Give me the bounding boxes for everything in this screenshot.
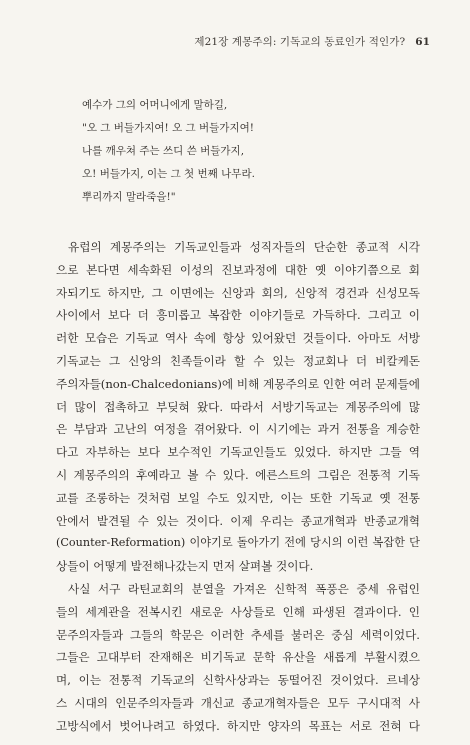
text-line: 들의 세계관을 전복시킨 새로운 사상들로 인해 파생된 결과이다. 인	[56, 604, 420, 619]
text-line: 사실 서구 라틴교회의 분열을 가져온 신학적 폭풍은 중세 유럽인	[68, 581, 420, 596]
text-line: 자되기도 하지만, 그 이면에는 신앙과 회의, 신앙적 경건과 신성모독	[56, 285, 420, 300]
text-line: 고방식에서 벗어나려고 하였다. 하지만 양자의 목표는 서로 전혀 다	[56, 718, 420, 733]
page-number: 61	[415, 36, 430, 48]
text-line: 다고 자부하는 보다 보수적인 기독교인들도 있었다. 하지만 그들 역	[56, 445, 420, 460]
epigraph-line: 예수가 그의 어머니에게 말하길,	[82, 99, 228, 111]
text-line: 은 부담과 고난의 여정을 겪어왔다. 이 시기에는 과거 전통을 계승한	[56, 422, 420, 437]
text-line: 문주의자들과 그들의 학문은 이러한 추세를 불러온 중심 세력이었다.	[56, 627, 420, 642]
epigraph-line: 오! 버들가지, 이는 그 첫 번째 나무라.	[82, 168, 255, 180]
body-text	[56, 236, 420, 738]
text-line: (Counter-Reformation) 이야기로 돌아가기 전에 당시의 이런 복잡한 단	[56, 536, 420, 550]
epigraph-line: "오 그 버들가지여! 오 그 버들가지여!	[82, 122, 254, 134]
text-line: 며, 이는 전통적 기독교의 신학사상과는 동떨어진 것이었다. 르네상	[56, 673, 420, 688]
text-line: 그들은 고대부터 잔재해온 비기독교 문학 유산을 새롭게 부활시켰으	[56, 650, 420, 665]
paragraph	[56, 236, 420, 578]
epigraph-line: 나를 깨우쳐 주는 쓰디 쓴 버들가지,	[82, 145, 245, 157]
epigraph-line: 뿌리까지 말라죽을!"	[82, 191, 176, 203]
text-line: 스 시대의 인문주의자들과 개신교 종교개혁자들은 모두 구시대적 사	[56, 695, 420, 710]
text-line: 러한 모습은 기독교 역사 속에 항상 있어왔던 것들이다. 아마도 서방	[56, 331, 420, 346]
text-line: 으로 본다면 세속화된 이성의 진보과정에 대한 옛 이야기쯤으로 회	[56, 262, 420, 277]
text-line: 주의자들(non-Chalcedonians)에 비해 계몽주의로 인한 여러 문제들에	[56, 376, 420, 391]
text-line: 유럽의 계몽주의는 기독교인들과 성직자들의 단순한 종교적 시각	[68, 240, 420, 254]
text-line: 교를 조롱하는 것처럼 보일 수도 있지만, 이는 또한 기독교 옛 전통	[56, 490, 420, 505]
chapter-title: 제21장 계몽주의: 기독교의 동료인가 적인가?	[194, 36, 406, 48]
paragraph	[56, 578, 420, 738]
text-line: 안에서 발견될 수 있는 것이다. 이제 우리는 종교개혁과 반종교개혁	[56, 513, 420, 528]
epigraph-poem	[82, 94, 255, 209]
running-header	[194, 34, 430, 49]
text-line: 사이에서 보다 더 흥미롭고 복잡한 이야기들로 가득하다. 그리고 이	[56, 308, 420, 323]
text-line: 더 많이 접촉하고 부딪혀 왔다. 따라서 서방기독교는 계몽주의에 많	[56, 399, 420, 414]
text-line: 시 계몽주의의 후예라고 볼 수 있다. 에른스트의 그림은 전통적 기독	[56, 467, 420, 482]
text-line: 기독교는 그 신앙의 친족들이라 할 수 있는 정교회나 더 비칼케돈	[56, 353, 420, 368]
text-line: 상들이 어떻게 발전해나갔는지 먼저 살펴볼 것이다.	[56, 559, 314, 574]
